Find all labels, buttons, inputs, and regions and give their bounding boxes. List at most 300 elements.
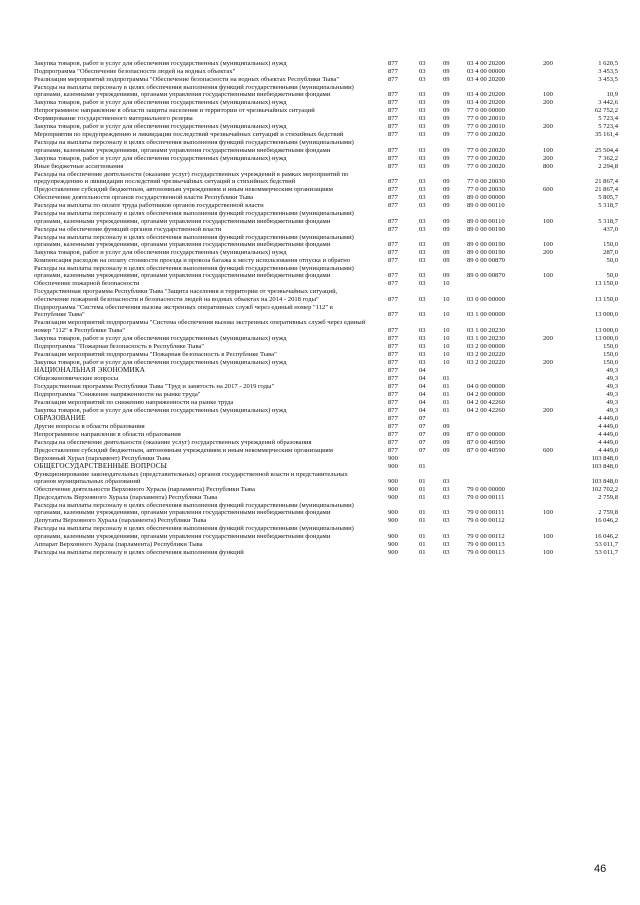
row-ved: 877 — [388, 382, 398, 390]
table-row — [34, 486, 618, 493]
row-rz: 01 — [419, 478, 426, 486]
row-name: Закупка товаров, работ и услуг для обеспечения государственных (муниципальных) нужд — [34, 99, 287, 107]
row-cs: 89 0 00 00190 — [467, 225, 505, 233]
row-sum: 25 504,4 — [594, 146, 618, 154]
table-row — [34, 375, 618, 382]
row-rz: 03 — [419, 99, 426, 107]
row-pr: 09 — [443, 131, 450, 139]
row-rz: 04 — [419, 398, 426, 406]
row-pr: 10 — [443, 280, 450, 288]
row-pr: 09 — [443, 257, 450, 265]
row-sum: 49,3 — [606, 390, 618, 398]
row-pr: 09 — [443, 241, 450, 249]
table-row — [34, 186, 618, 193]
row-cs: 03 4 00 20200 — [467, 99, 505, 107]
row-rz: 04 — [419, 382, 426, 390]
table-row — [34, 280, 618, 287]
row-ved: 900 — [388, 509, 398, 517]
row-cs: 03 1 00 20230 — [467, 326, 505, 334]
row-pr: 09 — [443, 225, 450, 233]
row-sum: 16 046,2 — [594, 517, 618, 525]
row-cs: 03 4 00 00000 — [467, 68, 505, 75]
row-pr: 10 — [443, 311, 450, 319]
row-ved: 877 — [388, 390, 398, 398]
row-ved: 877 — [388, 115, 398, 123]
row-sum: 150,0 — [603, 342, 618, 350]
table-row — [34, 391, 618, 398]
row-cs: 77 0 00 20010 — [467, 115, 505, 123]
row-pr: 09 — [443, 91, 450, 99]
row-rz: 07 — [419, 422, 426, 430]
table-row — [34, 455, 618, 462]
row-rz: 07 — [419, 430, 426, 438]
row-name: Аппарат Верховного Хурала (парламента) Республики Тыва — [34, 540, 203, 548]
row-ved: 877 — [388, 414, 398, 422]
row-ved: 877 — [388, 76, 398, 83]
row-name: Закупка товаров, работ и услуг для обеспечения государственных (муниципальных) нужд — [34, 358, 287, 366]
table-row — [34, 517, 618, 524]
row-name: Закупка товаров, работ и услуг для обеспечения государственных (муниципальных) нужд — [34, 249, 287, 257]
row-cs: 77 0 00 20020 — [467, 162, 505, 170]
row-ved: 877 — [388, 131, 398, 139]
row-sum: 3 442,6 — [598, 99, 618, 107]
row-name: Реализация мероприятий подпрограммы "Система обеспечения вызова экстренных оперативных служб через единый номер "112" в Республике Тыва" — [34, 319, 366, 334]
row-ved: 877 — [388, 374, 398, 382]
table-row — [34, 115, 618, 122]
row-sum: 4 449,0 — [598, 414, 618, 422]
row-rz: 03 — [419, 123, 426, 131]
row-vr: 800 — [543, 162, 553, 170]
row-name: Государственная программа Республики Тыва "Защита населения и территории от чрезвычайных ситуаций, обеспечение пожарной безопасности и безопасности людей на водных объектах на 2014 - 2018 годы" — [34, 288, 338, 303]
table-row — [34, 304, 618, 319]
row-vr: 100 — [543, 548, 553, 556]
row-name: ОБРАЗОВАНИЕ — [34, 413, 86, 422]
row-name: Другие вопросы в области образования — [34, 422, 145, 430]
row-cs: 89 0 00 00190 — [467, 249, 505, 257]
row-sum: 49,3 — [606, 398, 618, 406]
row-sum: 21 867,4 — [594, 186, 618, 194]
row-cs: 03 4 00 20200 — [467, 76, 505, 83]
row-name: Иные бюджетные ассигнования — [34, 162, 124, 170]
row-name: Предоставление субсидий бюджетным, автономным учреждениям и иным некоммерческим организациям — [34, 186, 333, 194]
row-name: Закупка товаров, работ и услуг для обеспечения государственных (муниципальных) нужд — [34, 406, 287, 414]
row-ved: 877 — [388, 334, 398, 342]
row-ved: 900 — [388, 454, 398, 462]
row-vr: 600 — [543, 186, 553, 194]
row-ved: 877 — [388, 430, 398, 438]
row-name: Непрограммное направление в области защиты населения и территории от чрезвычайных ситуаций — [34, 107, 315, 115]
row-name: Депутаты Верховного Хурала (парламента) Республики Тыва — [34, 517, 207, 525]
page-number: 46 — [594, 863, 607, 875]
table-row — [34, 210, 618, 225]
row-cs: 87 0 00 40590 — [467, 438, 505, 446]
row-pr: 09 — [443, 422, 450, 430]
row-sum: 49,3 — [606, 382, 618, 390]
row-ved: 877 — [388, 358, 398, 366]
row-cs: 89 0 00 00110 — [467, 202, 505, 210]
row-sum: 5 723,4 — [598, 115, 618, 123]
row-ved: 900 — [388, 532, 398, 540]
row-cs: 89 0 00 00190 — [467, 241, 505, 249]
table-row — [34, 549, 618, 556]
row-sum: 150,0 — [603, 358, 618, 366]
row-ved: 877 — [388, 311, 398, 319]
row-rz: 03 — [419, 342, 426, 350]
row-ved: 900 — [388, 517, 398, 525]
row-sum: 13 000,0 — [594, 311, 618, 319]
row-cs: 79 0 00 00111 — [467, 494, 505, 502]
row-ved: 877 — [388, 60, 398, 67]
row-rz: 03 — [419, 146, 426, 154]
row-ved: 900 — [388, 486, 398, 494]
row-name: Расходы на выплаты персоналу в целях обеспечения выполнения функций — [34, 548, 244, 556]
row-rz: 01 — [419, 509, 426, 517]
row-rz: 01 — [419, 517, 426, 525]
row-pr: 09 — [443, 217, 450, 225]
row-rz: 03 — [419, 334, 426, 342]
row-ved: 877 — [388, 249, 398, 257]
row-rz: 04 — [419, 390, 426, 398]
row-rz: 03 — [419, 257, 426, 265]
row-cs: 03 2 00 20220 — [467, 358, 505, 366]
row-ved: 877 — [388, 146, 398, 154]
row-cs: 03 2 00 00000 — [467, 342, 505, 350]
row-pr: 03 — [443, 548, 450, 556]
row-sum: 62 752,2 — [594, 107, 618, 115]
row-cs: 89 0 00 00870 — [467, 272, 505, 280]
row-rz: 01 — [419, 548, 426, 556]
row-rz: 03 — [419, 217, 426, 225]
row-sum: 13 000,0 — [594, 326, 618, 334]
row-sum: 3 453,5 — [598, 68, 618, 75]
row-pr: 03 — [443, 540, 450, 548]
row-pr: 09 — [443, 99, 450, 107]
row-name: Расходы на выплаты по оплате труда работников органов государственной власти — [34, 202, 264, 210]
row-sum: 5 318,7 — [598, 202, 618, 210]
table-row — [34, 60, 618, 67]
row-ved: 900 — [388, 462, 398, 470]
row-name: Закупка товаров, работ и услуг для обеспечения государственных (муниципальных) нужд — [34, 154, 287, 162]
table-row — [34, 202, 618, 209]
row-sum: 150,0 — [603, 241, 618, 249]
table-row — [34, 447, 618, 454]
row-pr: 09 — [443, 446, 450, 454]
row-cs: 77 0 00 00000 — [467, 107, 505, 115]
row-ved: 877 — [388, 280, 398, 288]
row-cs: 77 0 00 20020 — [467, 131, 505, 139]
row-cs: 04 2 00 42260 — [467, 406, 505, 414]
row-sum: 49,3 — [606, 406, 618, 414]
row-rz: 03 — [419, 295, 426, 303]
row-name: Функционирование законодательных (представительных) органов государственной власти и представительных органов муниципальных образований — [34, 470, 348, 486]
row-cs: 77 0 00 20010 — [467, 123, 505, 131]
table-row — [34, 76, 618, 83]
row-pr: 03 — [443, 478, 450, 486]
row-sum: 4 449,0 — [598, 430, 618, 438]
row-rz: 03 — [419, 249, 426, 257]
row-rz: 01 — [419, 462, 426, 470]
budget-table — [34, 60, 618, 557]
row-name: Формирование государственного материального резерва — [34, 115, 193, 123]
row-rz: 03 — [419, 202, 426, 210]
table-row — [34, 415, 618, 422]
table-row — [34, 139, 618, 154]
table-row — [34, 423, 618, 430]
table-row — [34, 131, 618, 138]
table-row — [34, 194, 618, 201]
row-sum: 49,3 — [606, 366, 618, 374]
row-ved: 877 — [388, 225, 398, 233]
table-row — [34, 249, 618, 256]
row-rz: 03 — [419, 76, 426, 83]
row-sum: 5 318,7 — [598, 217, 618, 225]
row-vr: 100 — [543, 146, 553, 154]
row-sum: 13 150,0 — [594, 280, 618, 288]
row-sum: 7 362,2 — [598, 154, 618, 162]
row-sum: 10,9 — [606, 91, 618, 99]
row-pr: 09 — [443, 430, 450, 438]
row-name: Обеспечение деятельности органов государственной власти Республики Тыва — [34, 194, 254, 202]
row-vr: 200 — [543, 406, 553, 414]
row-name: ОБЩЕГОСУДАРСТВЕННЫЕ ВОПРОСЫ — [34, 461, 167, 470]
row-pr: 09 — [443, 272, 450, 280]
row-name: Расходы на выплаты персоналу в целях обеспечения выполнения функций государственными (муниципальными) органами, казенными учреждениями, органами управления государственными внебюджетными фондами — [34, 265, 354, 280]
row-ved: 877 — [388, 350, 398, 358]
row-pr: 09 — [443, 249, 450, 257]
row-ved: 877 — [388, 398, 398, 406]
row-name: Подпрограмма "Обеспечение безопасности людей на водных объектах" — [34, 68, 236, 75]
row-rz: 07 — [419, 414, 426, 422]
row-ved: 900 — [388, 478, 398, 486]
table-row — [34, 407, 618, 414]
row-name: Обеспечение пожарной безопасности — [34, 280, 140, 288]
row-pr: 09 — [443, 162, 450, 170]
row-cs: 04 2 00 00000 — [467, 390, 505, 398]
table-row — [34, 319, 618, 334]
row-rz: 03 — [419, 194, 426, 202]
row-sum: 103 848,0 — [591, 454, 618, 462]
table-row — [34, 351, 618, 358]
row-pr: 09 — [443, 194, 450, 202]
table-row — [34, 541, 618, 548]
table-row — [34, 367, 618, 374]
row-name: Подпрограмма "Снижение напряженности на рынке труда" — [34, 390, 201, 398]
row-cs: 04 0 00 00000 — [467, 382, 505, 390]
row-ved: 877 — [388, 406, 398, 414]
row-rz: 03 — [419, 311, 426, 319]
row-sum: 50,0 — [606, 272, 618, 280]
row-rz: 03 — [419, 225, 426, 233]
row-pr: 01 — [443, 390, 450, 398]
row-vr: 100 — [543, 241, 553, 249]
row-ved: 877 — [388, 342, 398, 350]
row-cs: 87 0 00 40590 — [467, 446, 505, 454]
table-row — [34, 257, 618, 264]
row-cs: 77 0 00 20030 — [467, 178, 505, 186]
row-cs: 77 0 00 20030 — [467, 186, 505, 194]
table-row — [34, 399, 618, 406]
row-rz: 01 — [419, 494, 426, 502]
row-ved: 877 — [388, 68, 398, 75]
row-pr: 01 — [443, 398, 450, 406]
row-name: Мероприятия по предупреждению и ликвидации последствий чрезвычайных ситуаций и стихийных бедствий — [34, 131, 344, 139]
row-name: Закупка товаров, работ и услуг для обеспечения государственных (муниципальных) нужд — [34, 334, 287, 342]
row-ved: 877 — [388, 154, 398, 162]
row-pr: 10 — [443, 334, 450, 342]
table-row — [34, 494, 618, 501]
row-rz: 04 — [419, 374, 426, 382]
row-rz: 01 — [419, 486, 426, 494]
row-name: Закупка товаров, работ и услуг для обеспечения государственных (муниципальных) нужд — [34, 123, 287, 131]
row-name: Расходы на выплаты персоналу в целях обеспечения выполнения функций государственными (муниципальными) органами, казенными учреждениями, органами управления государственными внебюджетными фондами — [34, 84, 354, 99]
row-vr: 200 — [543, 358, 553, 366]
row-vr: 100 — [543, 91, 553, 99]
row-vr: 200 — [543, 60, 553, 67]
table-row — [34, 502, 618, 517]
row-rz: 03 — [419, 68, 426, 75]
row-ved: 877 — [388, 446, 398, 454]
row-rz: 03 — [419, 241, 426, 249]
row-name: Реализация мероприятий по снижению напряженности на рынке труда — [34, 398, 234, 406]
row-ved: 877 — [388, 257, 398, 265]
table-row — [34, 265, 618, 280]
row-cs: 77 0 00 20020 — [467, 146, 505, 154]
row-sum: 4 449,0 — [598, 422, 618, 430]
row-ved: 900 — [388, 494, 398, 502]
row-name: Реализация мероприятий подпрограммы "Пожарная безопасность в Республике Тыва" — [34, 350, 277, 358]
row-vr: 200 — [543, 249, 553, 257]
table-row — [34, 431, 618, 438]
row-ved: 877 — [388, 162, 398, 170]
table-row — [34, 439, 618, 446]
row-rz: 03 — [419, 326, 426, 334]
row-name: Закупка товаров, работ и услуг для обеспечения государственных (муниципальных) нужд — [34, 60, 287, 67]
row-cs: 79 0 00 00113 — [467, 540, 505, 548]
row-pr: 01 — [443, 406, 450, 414]
row-cs: 03 4 00 20200 — [467, 60, 505, 67]
row-pr: 03 — [443, 486, 450, 494]
row-sum: 2 294,8 — [598, 162, 618, 170]
row-cs: 03 1 00 00000 — [467, 311, 505, 319]
row-vr: 200 — [543, 99, 553, 107]
row-name: Государственная программа Республики Тыва "Труд и занятость на 2017 - 2019 годы" — [34, 382, 275, 390]
row-name: Расходы на обеспечение деятельности (оказание услуг) государственных учреждений образования — [34, 438, 312, 446]
row-cs: 79 0 00 00112 — [467, 517, 505, 525]
row-vr: 600 — [543, 446, 553, 454]
row-rz: 07 — [419, 438, 426, 446]
row-rz: 03 — [419, 115, 426, 123]
row-pr: 03 — [443, 532, 450, 540]
row-pr: 09 — [443, 107, 450, 115]
row-sum: 150,0 — [603, 350, 618, 358]
table-row — [34, 383, 618, 390]
row-pr: 03 — [443, 509, 450, 517]
row-ved: 877 — [388, 438, 398, 446]
row-name: Подпрограмма "Пожарная безопасность в Республике Тыва" — [34, 342, 205, 350]
row-pr: 09 — [443, 154, 450, 162]
row-rz: 03 — [419, 280, 426, 288]
row-rz: 03 — [419, 178, 426, 186]
row-sum: 4 449,0 — [598, 446, 618, 454]
row-ved: 900 — [388, 540, 398, 548]
row-vr: 200 — [543, 154, 553, 162]
row-rz: 03 — [419, 154, 426, 162]
row-ved: 900 — [388, 548, 398, 556]
row-ved: 877 — [388, 202, 398, 210]
row-sum: 2 759,8 — [598, 509, 618, 517]
row-sum: 13 000,0 — [594, 334, 618, 342]
row-sum: 102 702,2 — [591, 486, 618, 494]
row-rz: 07 — [419, 446, 426, 454]
table-row — [34, 84, 618, 99]
row-rz: 01 — [419, 540, 426, 548]
row-pr: 09 — [443, 178, 450, 186]
row-cs: 79 0 00 00000 — [467, 486, 505, 494]
row-sum: 16 046,2 — [594, 532, 618, 540]
row-pr: 09 — [443, 186, 450, 194]
table-row — [34, 99, 618, 106]
row-rz: 03 — [419, 272, 426, 280]
row-vr: 100 — [543, 272, 553, 280]
row-sum: 1 620,5 — [598, 60, 618, 67]
row-ved: 877 — [388, 366, 398, 374]
row-name: Предоставление субсидий бюджетным, автономным учреждениям и иным некоммерческим организациям — [34, 446, 333, 454]
row-ved: 877 — [388, 272, 398, 280]
row-pr: 09 — [443, 68, 450, 75]
row-vr: 100 — [543, 217, 553, 225]
row-sum: 103 848,0 — [591, 462, 618, 470]
table-row — [34, 463, 618, 470]
row-name: Непрограммное направление в области образования — [34, 430, 181, 438]
row-vr: 200 — [543, 123, 553, 131]
row-pr: 09 — [443, 123, 450, 131]
row-sum: 437,0 — [603, 225, 618, 233]
table-row — [34, 525, 618, 540]
row-name: НАЦИОНАЛЬНАЯ ЭКОНОМИКА — [34, 365, 146, 374]
row-rz: 03 — [419, 60, 426, 67]
row-sum: 49,3 — [606, 374, 618, 382]
row-rz: 01 — [419, 532, 426, 540]
row-rz: 03 — [419, 162, 426, 170]
table-row — [34, 68, 618, 75]
row-cs: 77 0 00 20020 — [467, 154, 505, 162]
row-pr: 03 — [443, 517, 450, 525]
row-name: Расходы на выплаты персоналу в целях обеспечения выполнения функций государственными (муниципальными) органами, казенными учреждениями, органами управления государственными внебюджетными фондами — [34, 233, 354, 249]
row-ved: 877 — [388, 99, 398, 107]
row-sum: 287,0 — [603, 249, 618, 257]
row-cs: 79 0 00 00112 — [467, 532, 505, 540]
row-pr: 03 — [443, 494, 450, 502]
row-ved: 877 — [388, 295, 398, 303]
row-ved: 877 — [388, 123, 398, 131]
row-rz: 03 — [419, 350, 426, 358]
row-name: Обеспечение деятельности Верховного Хурала (парламента) Республики Тыва — [34, 486, 255, 494]
row-ved: 877 — [388, 194, 398, 202]
table-row — [34, 288, 618, 303]
row-pr: 01 — [443, 374, 450, 382]
table-row — [34, 226, 618, 233]
row-name: Подпрограмма "Система обеспечения вызова экстренных оперативных служб через единый номер "112" в Республике Тыва" — [34, 303, 333, 319]
row-name: Компенсация расходов на оплату стоимости проезда и провоза багажа к месту использования отпуска и обратно — [34, 257, 351, 265]
row-pr: 10 — [443, 358, 450, 366]
row-sum: 13 150,0 — [594, 295, 618, 303]
row-sum: 35 161,4 — [594, 131, 618, 139]
table-row — [34, 155, 618, 162]
row-pr: 09 — [443, 202, 450, 210]
row-name: Расходы на выплаты персоналу в целях обеспечения выполнения функций государственными (муниципальными) органами, казенными учреждениями, органами управления государственными внебюджетными фондами — [34, 502, 354, 517]
row-sum: 2 759,8 — [598, 494, 618, 502]
row-cs: 89 0 00 00000 — [467, 194, 505, 202]
